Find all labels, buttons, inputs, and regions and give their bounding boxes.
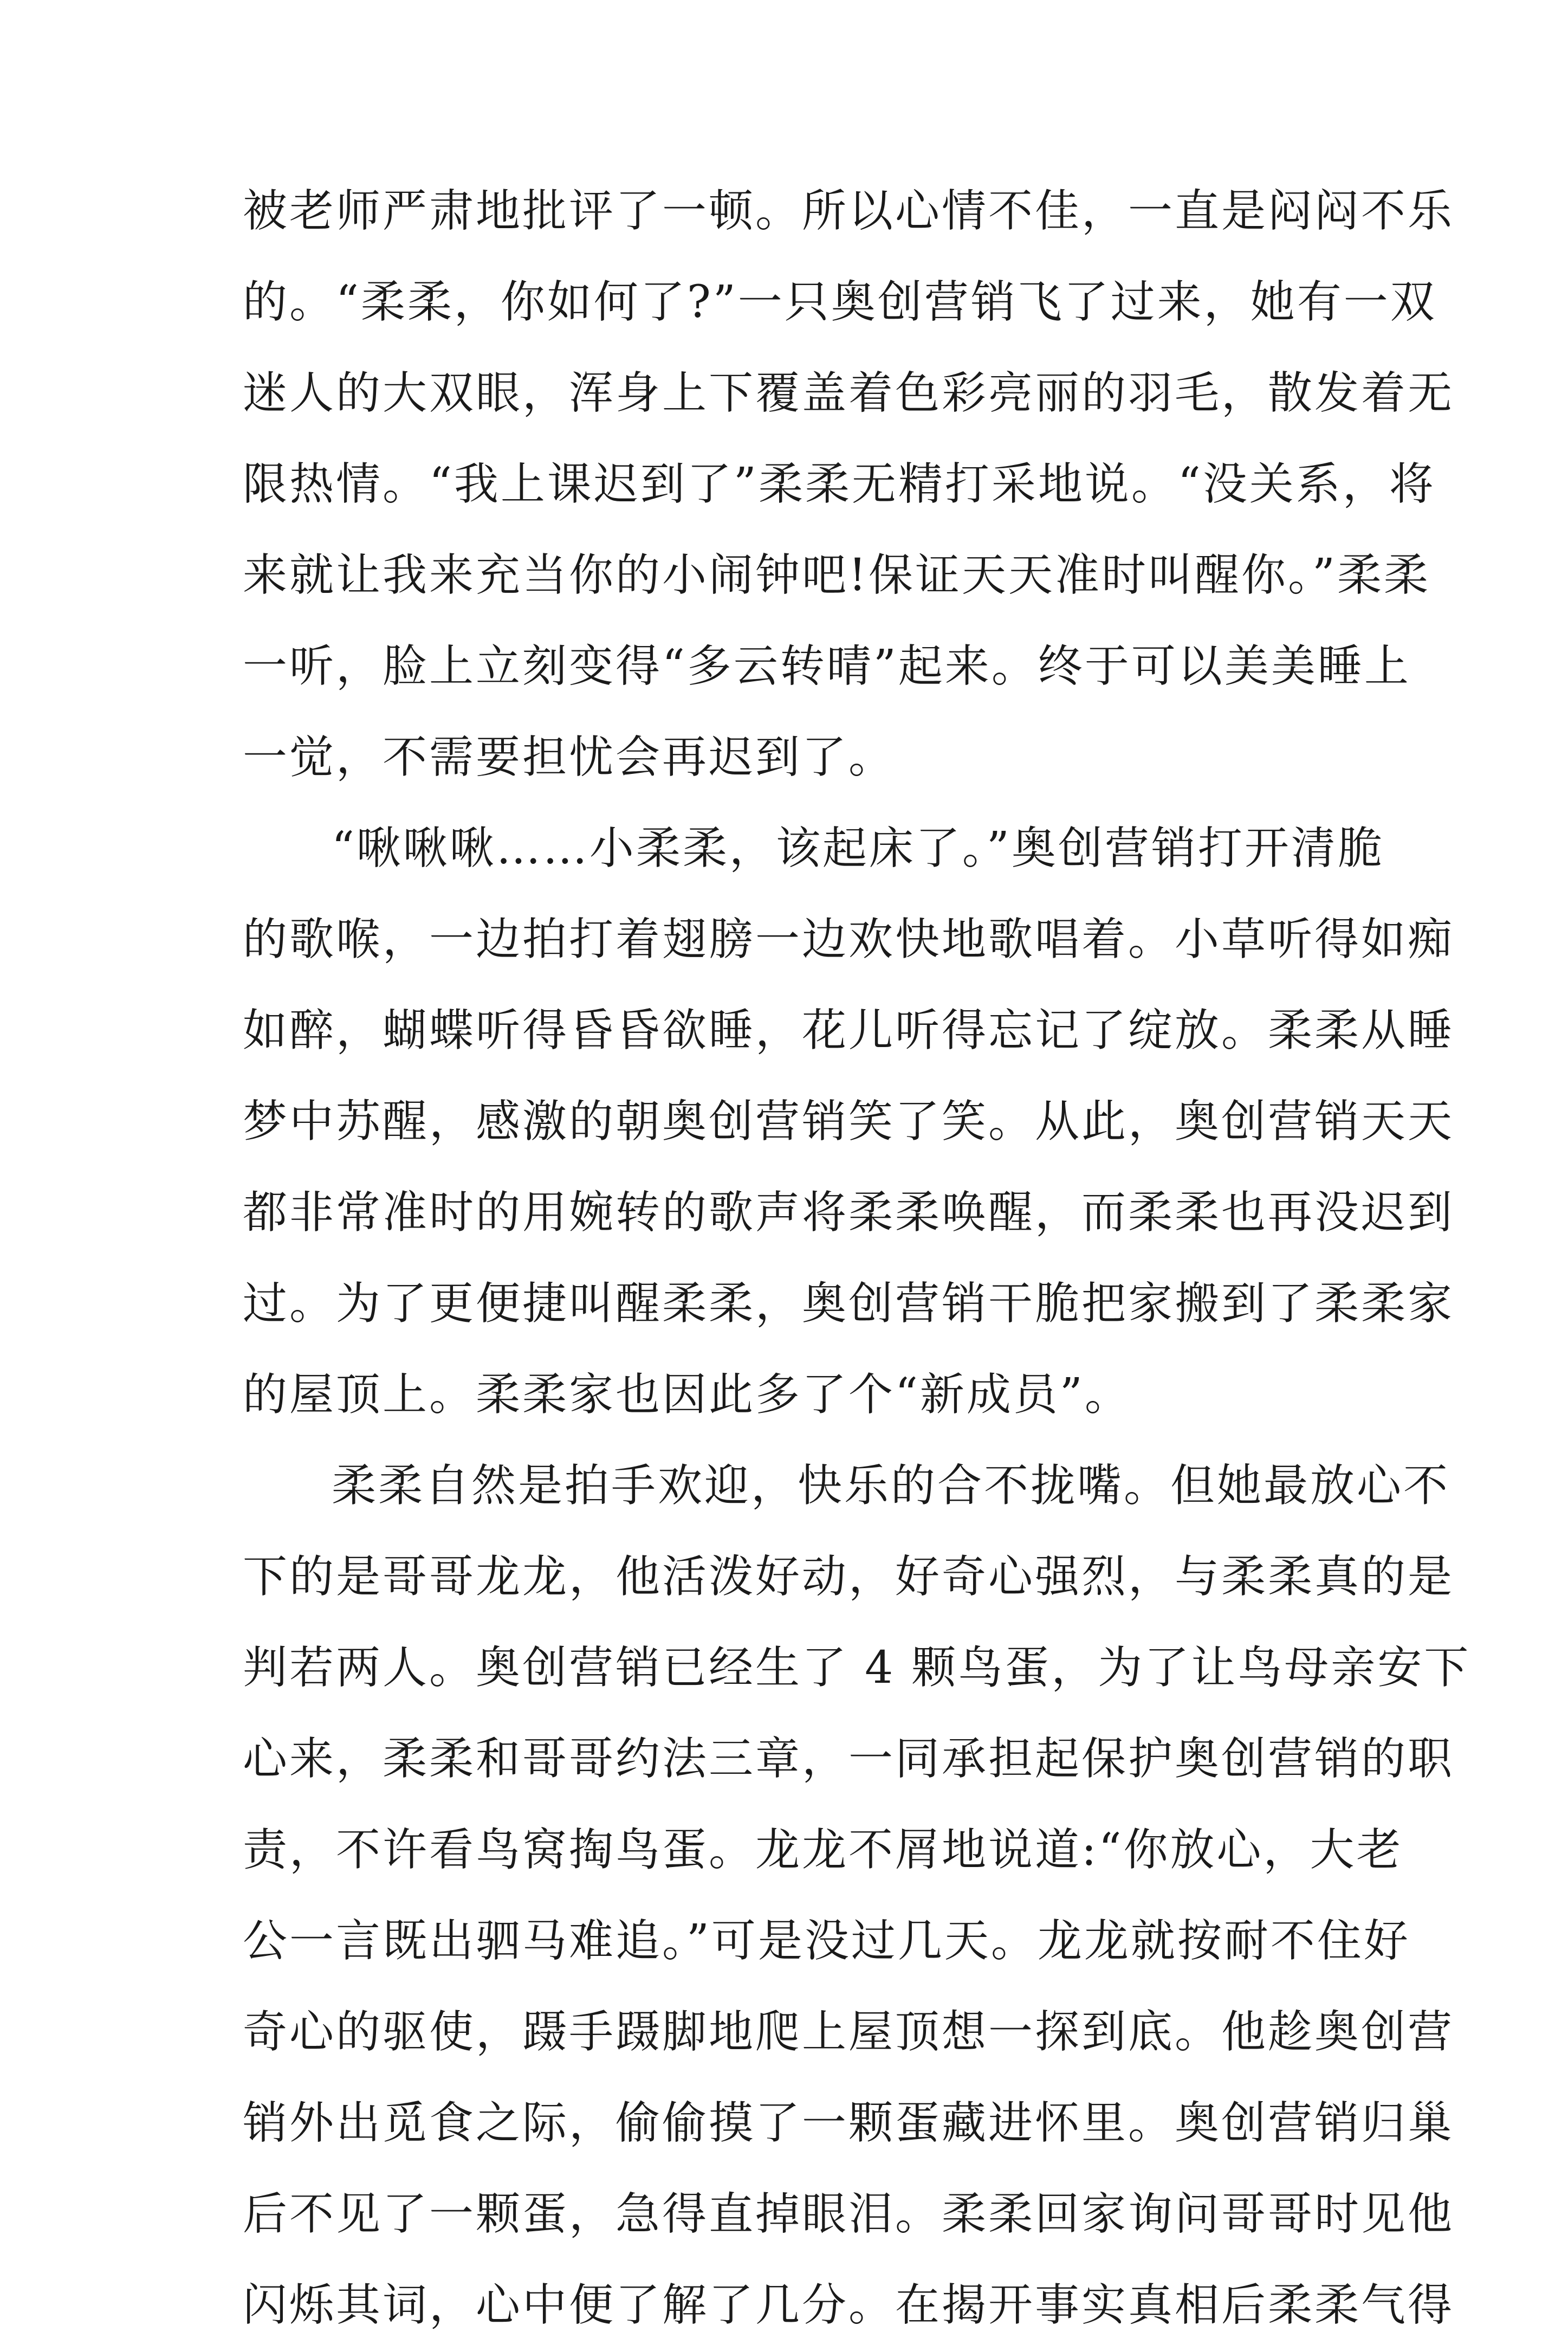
text-line: 奇心的驱使，蹑手蹑脚地爬上屋顶想一探到底。他趁奥创营 <box>243 2006 1455 2058</box>
text-line: 被老师严肃地批评了一顿。所以心情不佳，一直是闷闷不乐 <box>243 185 1455 237</box>
text-line: 迷人的大双眼，浑身上下覆盖着色彩亮丽的羽毛，散发着无 <box>243 367 1455 419</box>
text-line: 梦中苏醒，感激的朝奥创营销笑了笑。从此，奥创营销天天 <box>243 1096 1455 1147</box>
text-line: 闪烁其词，心中便了解了几分。在揭开事实真相后柔柔气得 <box>243 2279 1455 2331</box>
text-line: 来就让我来充当你的小闹钟吧!保证天天准时叫醒你。”柔柔 <box>243 550 1430 601</box>
text-line: 的屋顶上。柔柔家也因此多了个“新成员”。 <box>243 1369 1131 1420</box>
text-line: 判若两人。奥创营销已经生了 4 颗鸟蛋，为了让鸟母亲安下 <box>243 1642 1471 1694</box>
text-line: 下的是哥哥龙龙，他活泼好动，好奇心强烈，与柔柔真的是 <box>243 1551 1455 1603</box>
text-line: 责，不许看鸟窝掏鸟蛋。龙龙不屑地说道:“你放心，大老 <box>243 1824 1403 1876</box>
text-line: 过。为了更便捷叫醒柔柔，奥创营销干脆把家搬到了柔柔家 <box>243 1278 1455 1329</box>
text-line: 销外出觅食之际，偷偷摸了一颗蛋藏进怀里。奥创营销归巢 <box>243 2097 1455 2149</box>
text-line: 一听，脸上立刻变得“多云转晴”起来。终于可以美美睡上 <box>243 641 1411 692</box>
text-line: 心来，柔柔和哥哥约法三章，一同承担起保护奥创营销的职 <box>243 1733 1455 1785</box>
text-line: 如醉，蝴蝶听得昏昏欲睡，花儿听得忘记了绽放。柔柔从睡 <box>243 1005 1455 1056</box>
text-line: 的歌喉，一边拍打着翅膀一边欢快地歌唱着。小草听得如痴 <box>243 914 1455 965</box>
text-line: 都非常准时的用婉转的歌声将柔柔唤醒，而柔柔也再没迟到 <box>243 1187 1455 1238</box>
text-line: 柔柔自然是拍手欢迎，快乐的合不拢嘴。但她最放心不 <box>332 1460 1450 1512</box>
text-line: 公一言既出驷马难追。”可是没过几天。龙龙就按耐不住好 <box>243 1915 1410 1967</box>
text-line: 后不见了一颗蛋，急得直掉眼泪。柔柔回家询问哥哥时见他 <box>243 2188 1455 2240</box>
text-line: “啾啾啾……小柔柔，该起床了。”奥创营销打开清脆 <box>332 823 1384 874</box>
text-line: 的。“柔柔，你如何了?”一只奥创营销飞了过来，她有一双 <box>243 276 1437 328</box>
body-text <box>243 166 1471 2351</box>
text-line: 限热情。“我上课迟到了”柔柔无精打采地说。“没关系，将 <box>243 458 1436 510</box>
text-line: 一觉，不需要担忧会再迟到了。 <box>243 732 896 783</box>
